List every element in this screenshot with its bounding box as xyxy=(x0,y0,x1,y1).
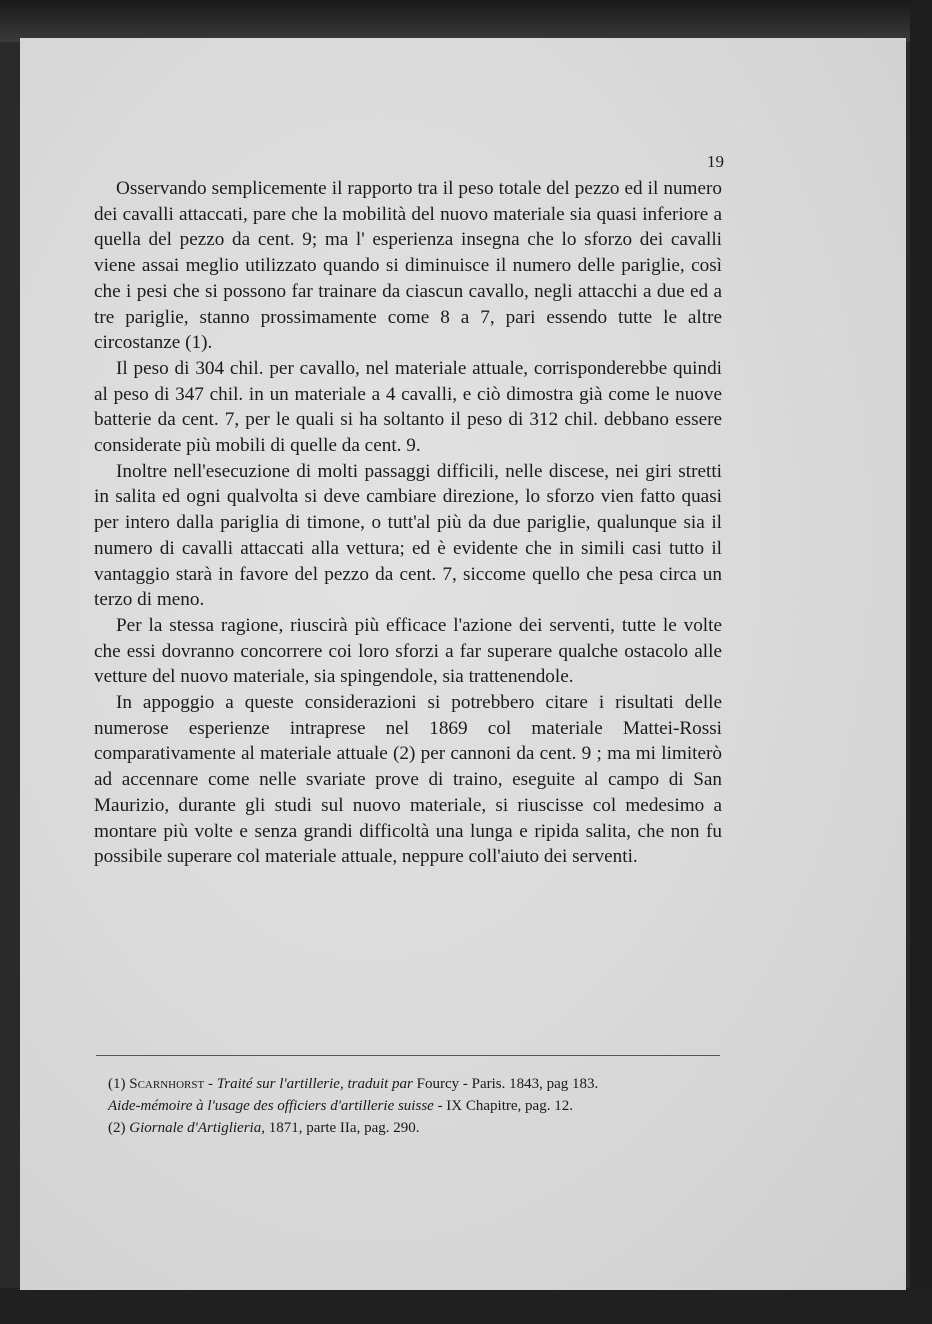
scan-bottom-edge xyxy=(0,1288,932,1324)
footnote-1b-rest: - IX Chapitre, pag. 12. xyxy=(433,1098,573,1114)
page-number: 19 xyxy=(707,152,724,171)
paragraph-2: Il peso di 304 chil. per cavallo, nel materiale attuale, corrisponderebbe quindi al peso di 347 chil. in un materiale a 4 cavalli, e ciò dimostra già come le nuove batterie da cent. 7, per le quali si ha soltanto il peso di 312 chil. debbano essere considerate più mobili di quelle da cent. 9. xyxy=(94,357,722,457)
footnotes xyxy=(108,1073,728,1139)
footnote-1b-title: Aide-mémoire à l'usage des officiers d'artillerie suisse xyxy=(108,1098,434,1114)
paragraph-1: Osservando semplicemente il rapporto tra il peso totale del pezzo ed il numero dei cavalli attaccati, pare che la mobilità del nuovo materiale sia quasi inferiore a quella del pezzo da cent. 9; ma l' esperienza insegna che lo sforzo dei cavalli viene assai meglio utilizzato quando si diminuisce il numero delle pariglie, così che i pesi che si possono far trainare da ciascun cavallo, negli attacchi a due ed a tre pariglie, stanno prossimamente come 8 a 7, pari essendo tutte le altre circostanze (1). xyxy=(94,178,722,354)
footnote-1-title: Traité sur l'artillerie, traduit par xyxy=(216,1076,413,1092)
footnote-1-sep: - xyxy=(204,1076,217,1092)
paragraph-3: Inoltre nell'esecuzione di molti passaggi difficili, nelle discese, nei giri stretti in salita ed ogni qualvolta si deve cambiare direzione, lo sforzo vien fatto quasi per intero dalla pariglia di timone, o tutt'al più da due pariglie, qualunque sia il numero di cavalli attaccati alla vettura; ed è evidente che in simili casi tutto il vantaggio starà in favore del pezzo da cent. 7, siccome quello che pesa circa un terzo di meno. xyxy=(94,460,722,611)
footnote-2-title: Giornale d'Artiglieria, xyxy=(129,1120,265,1136)
footnote-1-mark: (1) xyxy=(108,1076,130,1092)
footnote-1 xyxy=(108,1073,728,1095)
body-text xyxy=(94,176,722,870)
footnote-2-mark: (2) xyxy=(108,1120,130,1136)
paragraph-5: In appoggio a queste considerazioni si potrebbero citare i risultati delle numerose esperienze intraprese nel 1869 col materiale Mattei-Rossi comparativamente al materiale attuale (2) per cannoni da cent. 9 ; ma mi limiterò ad accennare come nelle svariate prove di traino, eseguite al campo di San Maurizio, durante gli studi sul nuovo materiale, si riuscisse col medesimo a montare più volte e senza grandi difficoltà una lunga e ripida salita, che non fu possibile superare col materiale attuale, neppure coll'aiuto dei serventi. xyxy=(94,692,722,868)
scan-top-edge xyxy=(0,0,932,42)
footnote-2 xyxy=(108,1117,728,1139)
paragraph-4: Per la stessa ragione, riuscirà più efficace l'azione dei serventi, tutte le volte che essi dovranno concorrere coi loro sforzi a far superare qualche ostacolo alle vetture del nuovo materiale, sia spingendole, sia trattenendole. xyxy=(94,614,722,688)
footnote-2-rest: 1871, parte IIa, pag. 290. xyxy=(264,1120,420,1136)
scan-right-edge xyxy=(910,0,932,1324)
footnote-1-rest: Fourcy - Paris. 1843, pag 183. xyxy=(412,1076,599,1092)
footnote-divider xyxy=(96,1055,720,1056)
footnote-1b xyxy=(108,1095,728,1117)
footnote-1-author: Scarnhorst xyxy=(129,1076,205,1092)
